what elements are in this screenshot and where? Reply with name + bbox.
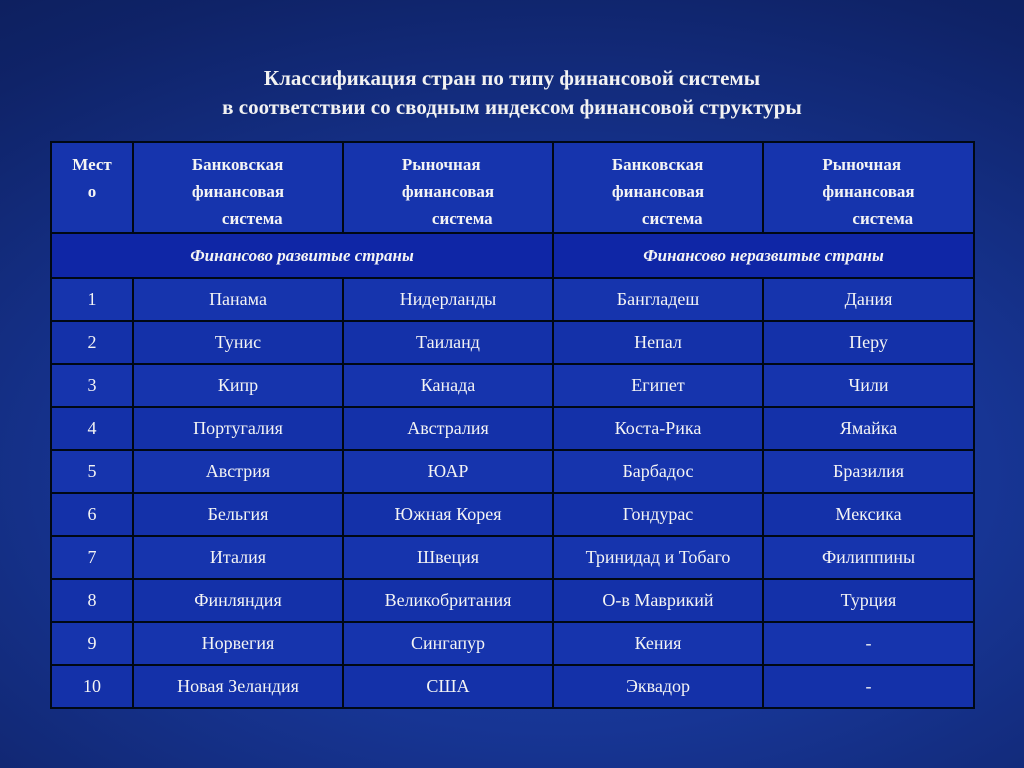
header-row: [51, 142, 974, 233]
header-line: Рыночная: [822, 155, 902, 174]
bank-developed-cell: Финляндия: [133, 579, 343, 622]
header-line: Банковская: [191, 155, 284, 174]
market-developing-cell: Перу: [763, 321, 974, 364]
rank-cell: 3: [51, 364, 133, 407]
market-developed-cell: Сингапур: [343, 622, 553, 665]
bank-developed-cell: Норвегия: [133, 622, 343, 665]
classification-table: [50, 141, 975, 709]
market-developing-cell: Дания: [763, 278, 974, 321]
bank-developed-cell: Австрия: [133, 450, 343, 493]
market-developing-cell: Мексика: [763, 493, 974, 536]
table-row: [51, 321, 974, 364]
market-developing-cell: Турция: [763, 579, 974, 622]
market-developed-cell: Швеция: [343, 536, 553, 579]
bank-developed-cell: Тунис: [133, 321, 343, 364]
bank-developing-cell: О-в Маврикий: [553, 579, 763, 622]
table-row: [51, 579, 974, 622]
header-line: система: [431, 209, 493, 228]
header-bank-developed: [133, 142, 343, 233]
header-bank-developing: [553, 142, 763, 233]
market-developing-cell: Чили: [763, 364, 974, 407]
table-row: [51, 407, 974, 450]
header-line: финансовая: [822, 182, 915, 201]
rank-cell: 8: [51, 579, 133, 622]
bank-developed-cell: Кипр: [133, 364, 343, 407]
market-developed-cell: ЮАР: [343, 450, 553, 493]
bank-developing-cell: Кения: [553, 622, 763, 665]
rank-cell: 5: [51, 450, 133, 493]
header-rank-line: о: [87, 182, 97, 201]
table-row: [51, 278, 974, 321]
table-row: [51, 622, 974, 665]
market-developed-cell: США: [343, 665, 553, 708]
bank-developing-cell: Египет: [553, 364, 763, 407]
market-developed-cell: Великобритания: [343, 579, 553, 622]
header-line: система: [852, 209, 914, 228]
header-market-developed: [343, 142, 553, 233]
header-rank-line: Мест: [72, 155, 112, 174]
market-developing-cell: -: [763, 665, 974, 708]
group-developing: Финансово неразвитые страны: [553, 233, 974, 278]
market-developed-cell: Таиланд: [343, 321, 553, 364]
rank-cell: 9: [51, 622, 133, 665]
bank-developed-cell: Португалия: [133, 407, 343, 450]
bank-developing-cell: Гондурас: [553, 493, 763, 536]
header-line: Рыночная: [401, 155, 481, 174]
header-market-developing: [763, 142, 974, 233]
header-line: финансовая: [401, 182, 495, 201]
table-row: [51, 493, 974, 536]
bank-developing-cell: Эквадор: [553, 665, 763, 708]
bank-developed-cell: Новая Зеландия: [133, 665, 343, 708]
rank-cell: 7: [51, 536, 133, 579]
title-line-1: Классификация стран по типу финансовой системы: [263, 66, 761, 90]
table-row: [51, 665, 974, 708]
market-developing-cell: -: [763, 622, 974, 665]
header-line: финансовая: [611, 182, 705, 201]
bank-developed-cell: Бельгия: [133, 493, 343, 536]
bank-developing-cell: Непал: [553, 321, 763, 364]
table-row: [51, 364, 974, 407]
market-developed-cell: Австралия: [343, 407, 553, 450]
bank-developing-cell: Тринидад и Тобаго: [553, 536, 763, 579]
market-developed-cell: Южная Корея: [343, 493, 553, 536]
header-line: финансовая: [191, 182, 285, 201]
slide-title: [0, 64, 1024, 122]
bank-developed-cell: Панама: [133, 278, 343, 321]
header-line: Банковская: [611, 155, 704, 174]
bank-developed-cell: Италия: [133, 536, 343, 579]
table-row: [51, 450, 974, 493]
header-line: система: [641, 209, 703, 228]
rank-cell: 4: [51, 407, 133, 450]
title-line-2: в соответствии со сводным индексом финансовой структуры: [222, 95, 802, 119]
classification-table-container: [50, 141, 973, 709]
rank-cell: 10: [51, 665, 133, 708]
market-developing-cell: Бразилия: [763, 450, 974, 493]
rank-cell: 6: [51, 493, 133, 536]
market-developing-cell: Филиппины: [763, 536, 974, 579]
header-rank: [51, 142, 133, 233]
market-developed-cell: Канада: [343, 364, 553, 407]
table-row: [51, 536, 974, 579]
group-developed: Финансово развитые страны: [51, 233, 553, 278]
header-line: система: [221, 209, 283, 228]
bank-developing-cell: Коста-Рика: [553, 407, 763, 450]
rank-cell: 2: [51, 321, 133, 364]
bank-developing-cell: Барбадос: [553, 450, 763, 493]
market-developing-cell: Ямайка: [763, 407, 974, 450]
bank-developing-cell: Бангладеш: [553, 278, 763, 321]
market-developed-cell: Нидерланды: [343, 278, 553, 321]
rank-cell: 1: [51, 278, 133, 321]
group-row: [51, 233, 974, 278]
